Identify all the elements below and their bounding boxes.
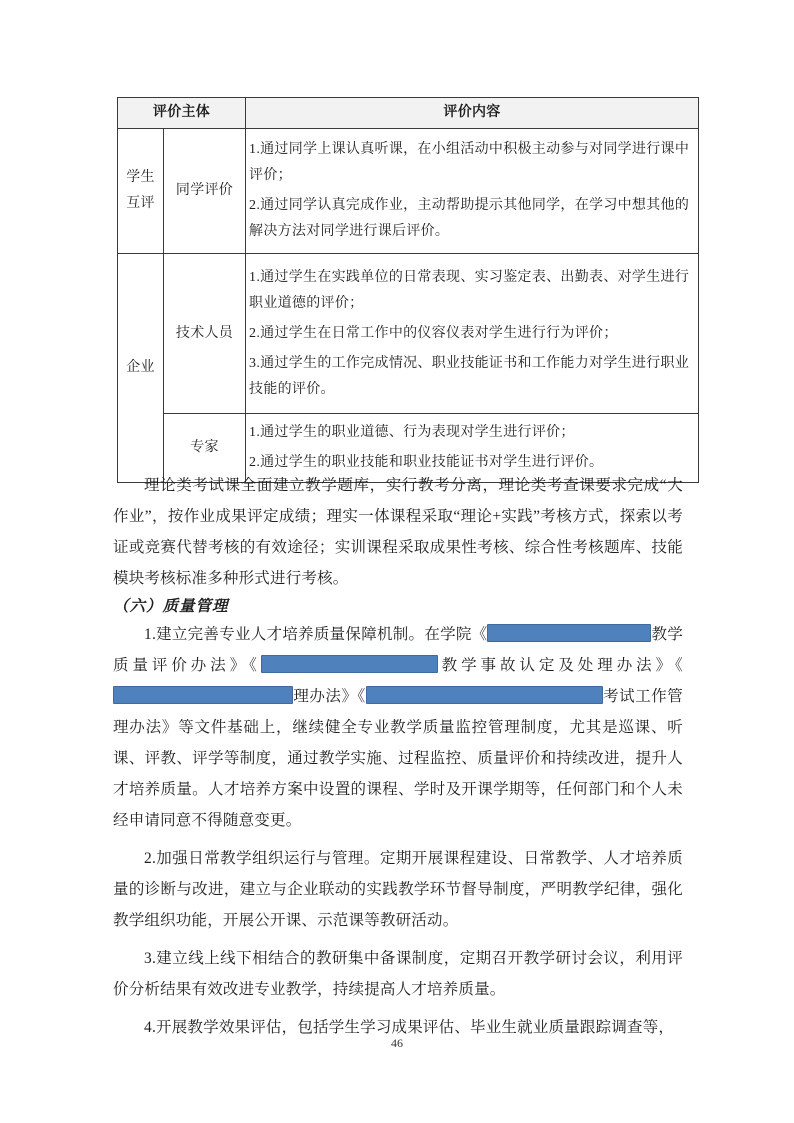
paragraph-quality-3: 3.建立线上线下相结合的教研集中备课制度，定期召开教学研讨会议，利用评价分析结果有效改进专业教学，持续提高人才培养质量。 — [113, 950, 683, 998]
content-cell — [246, 254, 699, 414]
content-item: 1.通过学生的职业道德、行为表现对学生进行评价； — [249, 425, 575, 440]
page-number: 46 — [391, 1036, 403, 1050]
paragraph-quality-4: 4.开展教学效果评估，包括学生学习成果评估、毕业生就业质量跟踪调查等， — [144, 1019, 675, 1036]
redaction-block — [261, 655, 438, 673]
content-item: 3.通过学生的工作完成情况、职业技能证书和工作能力对学生进行职业技能的评价。 — [249, 355, 690, 397]
content-cell — [246, 129, 699, 254]
table-header-content: 评价内容 — [246, 98, 699, 129]
content-item: 1.通过同学上课认真听课，在小组活动中积极主动参与对同学进行课中评价； — [249, 142, 690, 183]
content-item: 1.通过学生在实践单位的日常表现、实习鉴定表、出勤表、对学生进行职业道德的评价； — [249, 269, 690, 311]
body-text — [113, 470, 683, 1043]
group-cell-student-peer: 学生互评 — [118, 129, 164, 254]
paragraph-quality-1: 1.建立完善专业人才培养质量保障机制。在学院《 教学质量评价办法》《 教学事故认定及处理办法》《理办法》《 考试工作管理办法》等文件基础上，继续健全专业教学质量监控管理制度，尤其是巡课、听课、评教、评学等制度，通过教学实施、过程监控、质量评价和持续改进，提升人才培养质量。人才培养方案中设置的课程、学时及开课学期等，任何部门和个人未经申请同意不得随意变更。 — [113, 626, 683, 829]
content-item: 2.通过同学认真完成作业，主动帮助提示其他同学，在学习中想其他的解决方法对同学进行课后评价。 — [249, 198, 690, 239]
redaction-block — [487, 624, 651, 642]
table-row — [118, 254, 699, 414]
evaluation-table — [117, 97, 699, 483]
paragraph-assessment-methods: 理论类考试课全面建立教学题库，实行教考分离，理论类考查课要求完成“大作业”，按作业成果评定成绩；理实一体课程采取“理论+实践”考核方式，探索以考证或竞赛代替考核的有效途径；实训课程采取成果性考核、综合性考核题库、技能模块考核标准多种形式进行考核。 — [113, 477, 683, 587]
role-cell-expert: 专家 — [164, 414, 246, 483]
content-item: 2.通过学生的职业技能和职业技能证书对学生进行评价。 — [249, 455, 604, 470]
paragraph-quality-2: 2.加强日常教学组织运行与管理。定期开展课程建设、日常教学、人才培养质量的诊断与改进，建立与企业联动的实践教学环节督导制度，严明教学纪律，强化教学组织功能，开展公开课、示范课等教研活动。 — [113, 850, 683, 929]
redaction-block — [366, 686, 603, 704]
table-header-row — [118, 98, 699, 129]
redaction-block — [113, 686, 293, 704]
table-row — [118, 129, 699, 254]
group-cell-enterprise: 企业 — [118, 254, 164, 483]
role-cell-technician: 技术人员 — [164, 254, 246, 414]
content-item: 2.通过学生在日常工作中的仪容仪表对学生进行行为评价； — [249, 325, 618, 341]
section-heading-quality-management: （六）质量管理 — [113, 598, 229, 615]
table-header-subject: 评价主体 — [118, 98, 246, 129]
role-cell-classmates: 同学评价 — [164, 129, 246, 254]
